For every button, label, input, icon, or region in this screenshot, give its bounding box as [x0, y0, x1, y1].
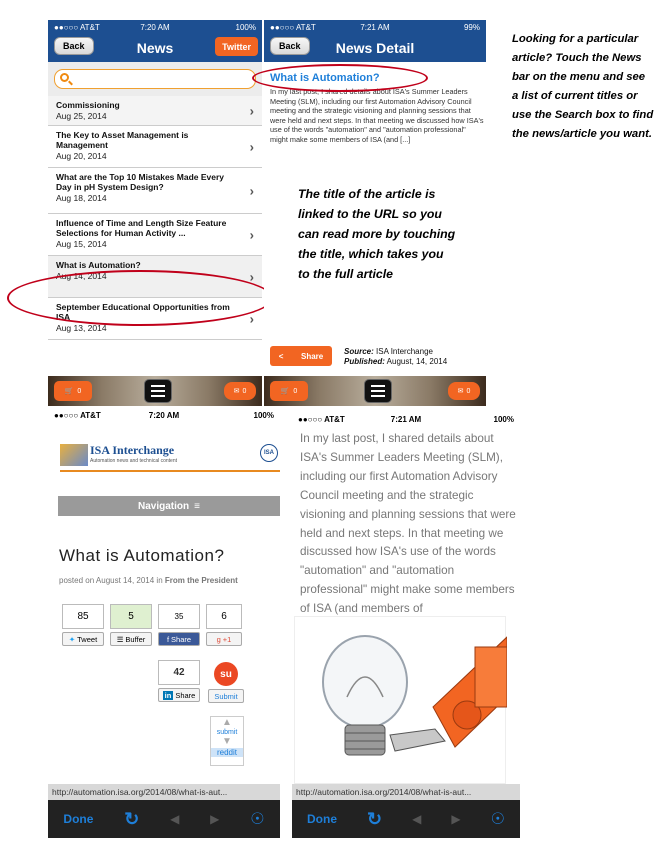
news-item-date: Aug 25, 2014	[56, 111, 107, 121]
menu-button[interactable]	[364, 379, 392, 403]
buffer-label: Buffer	[125, 634, 146, 644]
status-bar	[48, 408, 280, 422]
compass-icon[interactable]: ☉	[250, 811, 265, 828]
page-title: News	[136, 40, 174, 56]
share-button[interactable]	[270, 346, 332, 366]
share-icon: <	[278, 351, 284, 361]
highlight-oval-list	[7, 270, 273, 326]
mail-button[interactable]	[224, 382, 256, 400]
back-button[interactable]: Back	[270, 37, 310, 55]
gplus-icon: g	[216, 634, 221, 644]
chevron-right-icon: ›	[249, 311, 254, 326]
gplus-button[interactable]	[206, 632, 242, 646]
clock-label: 7:20 AM	[140, 22, 170, 32]
back-arrow-icon[interactable]: ◀	[170, 812, 180, 826]
cart-count: 0	[293, 387, 298, 395]
news-list-item[interactable]	[48, 214, 262, 256]
menu-icon	[371, 385, 385, 387]
mail-icon: ✉	[457, 388, 464, 395]
status-bar	[48, 20, 262, 34]
cart-button[interactable]	[54, 381, 92, 401]
chevron-right-icon: ›	[249, 227, 254, 242]
news-item-title: Influence of Time and Length Size Feature Selections for Human Activity ...	[56, 218, 227, 238]
facebook-share[interactable]	[158, 604, 200, 646]
news-list-item[interactable]	[48, 168, 262, 214]
article-heading: What is Automation?	[59, 546, 225, 565]
highlight-oval-detail	[252, 64, 428, 92]
news-item-title: September Educational Opportunities from ISA	[56, 302, 230, 322]
twitter-button[interactable]: Twitter	[215, 37, 258, 56]
buffer-button[interactable]	[110, 632, 152, 646]
news-item-title: What are the Top 10 Mistakes Made Every Day in pH System Design?	[56, 172, 225, 192]
stumbleupon-icon: su	[214, 662, 238, 686]
bottom-toolbar	[48, 376, 262, 406]
carrier-label: ●●○○○ AT&T	[298, 414, 345, 424]
carrier-label: ●●○○○ AT&T	[270, 22, 316, 32]
status-bar	[292, 412, 520, 426]
tweet-label: Tweet	[77, 634, 98, 644]
facebook-icon: f	[166, 634, 170, 644]
linkedin-share[interactable]	[158, 660, 200, 702]
cart-button[interactable]	[270, 381, 308, 401]
source-value: ISA Interchange	[376, 347, 433, 356]
logo-badge: ISA	[260, 444, 278, 462]
page-title: News Detail	[335, 40, 415, 56]
cart-icon: 🛒	[280, 388, 290, 395]
menu-icon	[151, 385, 165, 387]
clock-label: 7:20 AM	[148, 410, 180, 420]
nav-bar	[48, 34, 262, 62]
note-middle: The title of the article is linked to the URL so you can read more by touching the title, which takes you to the full article	[298, 187, 456, 281]
reddit-label: reddit	[211, 748, 243, 757]
lightbulb-robot-illustration	[295, 617, 507, 785]
news-item-date: Aug 20, 2014	[56, 151, 107, 161]
back-arrow-icon[interactable]: ◀	[412, 812, 422, 826]
linkedin-label: Share	[175, 690, 196, 700]
article-meta	[344, 347, 447, 367]
clock-label: 7:21 AM	[360, 22, 390, 32]
buffer-share[interactable]	[110, 604, 152, 646]
battery-label: 100%	[235, 22, 256, 32]
gplus-count: 6	[206, 604, 242, 629]
search-bar-area	[48, 62, 262, 96]
reload-icon[interactable]: ↻	[367, 808, 383, 829]
reddit-share[interactable]	[210, 716, 244, 766]
search-icon-handle	[68, 81, 73, 86]
category-link[interactable]: From the President	[164, 576, 238, 585]
published-value: August, 14, 2014	[386, 357, 448, 366]
news-item-date: Aug 15, 2014	[56, 239, 107, 249]
news-item-date: Aug 18, 2014	[56, 193, 107, 203]
chevron-right-icon: ›	[249, 139, 254, 154]
news-list-item[interactable]	[48, 126, 262, 168]
tweet-share[interactable]	[62, 604, 104, 646]
published-label: Published:	[344, 357, 385, 366]
battery-label: 99%	[463, 22, 480, 32]
battery-label: 100%	[253, 410, 274, 420]
forward-arrow-icon[interactable]: ▶	[210, 812, 220, 826]
article-body: In my last post, I shared details about ISA's Summer Leaders Meeting (SLM), including our first Automation Advisory Council meeting and the strategic visioning and planning sessions that were held and next steps. In that meeting we discussed how ISA's use of the words "automation" and "automation professional" might make some members of ISA (and [...]	[270, 87, 484, 144]
search-input[interactable]	[54, 69, 256, 89]
battery-label: 100%	[493, 414, 514, 424]
news-item-title: The Key to Asset Management is Management	[56, 130, 189, 150]
site-logo	[60, 440, 280, 472]
linkedin-icon: in	[164, 690, 172, 700]
tweet-count: 85	[62, 604, 104, 629]
facebook-label: Share	[171, 634, 192, 644]
linkedin-button[interactable]	[158, 688, 200, 702]
status-bar	[264, 20, 486, 34]
news-list-screen	[48, 20, 262, 406]
buffer-icon: ☰	[116, 634, 124, 644]
lightbulb-image	[294, 616, 506, 784]
browser-toolbar	[292, 800, 520, 838]
web-article-body-screen	[292, 412, 520, 838]
posted-text: posted on August 14, 2014 in	[59, 576, 163, 585]
nav-bar	[264, 34, 486, 62]
navigation-button[interactable]	[58, 496, 280, 516]
back-button[interactable]: Back	[54, 37, 94, 55]
mail-button[interactable]	[448, 382, 480, 400]
logo-name: ISA Interchange	[90, 443, 175, 457]
tweet-button[interactable]	[62, 632, 104, 646]
done-button[interactable]: Done	[63, 812, 94, 826]
mail-count: 0	[466, 387, 471, 395]
mail-icon: ✉	[233, 388, 240, 395]
clock-label: 7:21 AM	[390, 414, 422, 424]
news-item-title: Commissioning	[56, 100, 120, 110]
share-label: Share	[300, 351, 324, 361]
note-right: Looking for a particular article? Touch the News bar on the menu and see a list of current titles or use the Search box to find the news/article you want.	[512, 33, 654, 140]
article-body: In my last post, I shared details about ISA's Summer Leaders Meeting (SLM), including our first Automation Advisory Council meeting and the strategic visioning and planning sessions that were held and next steps. In that meeting we discussed how ISA's use of the words "automation" and "automation professional" might make some members of ISA (and members of	[300, 432, 516, 616]
facebook-count: 35	[158, 604, 200, 629]
compass-icon[interactable]: ☉	[490, 811, 505, 828]
buffer-count: 5	[110, 604, 152, 629]
carrier-label: ●●○○○ AT&T	[54, 410, 101, 420]
done-button[interactable]: Done	[307, 812, 337, 826]
menu-button[interactable]	[144, 379, 172, 403]
linkedin-count: 42	[158, 660, 200, 685]
gplus-share[interactable]	[206, 604, 242, 646]
mail-count: 0	[242, 387, 247, 395]
logo-tagline: Automation news and technical content	[90, 458, 177, 464]
news-item-date: Aug 13, 2014	[56, 323, 107, 333]
post-meta	[59, 576, 238, 585]
stumbleupon-share[interactable]	[208, 660, 244, 703]
stumbleupon-button[interactable]: Submit	[208, 689, 244, 703]
web-article-screen	[48, 408, 280, 838]
upvote-icon[interactable]: ▲	[222, 717, 232, 728]
source-label: Source:	[344, 347, 374, 356]
bottom-toolbar	[264, 376, 486, 406]
cart-count: 0	[77, 387, 82, 395]
hamburger-icon: ≡	[194, 500, 200, 512]
twitter-icon: ✦	[68, 634, 76, 644]
reload-icon[interactable]: ↻	[124, 808, 140, 829]
logo-mark	[60, 444, 88, 466]
news-item-title: What is Automation?	[56, 260, 141, 270]
chevron-right-icon: ›	[249, 183, 254, 198]
chevron-right-icon: ›	[249, 103, 254, 118]
chevron-right-icon: ›	[249, 269, 254, 284]
news-list-item[interactable]	[48, 96, 262, 126]
news-item-date: Aug 14, 2014	[56, 271, 107, 281]
navigation-label: Navigation	[138, 500, 190, 512]
carrier-label: ●●○○○ AT&T	[54, 22, 100, 32]
cart-icon: 🛒	[64, 388, 74, 395]
downvote-icon[interactable]: ▼	[222, 736, 232, 747]
gplus-label: +1	[222, 634, 232, 644]
browser-toolbar	[48, 800, 280, 838]
forward-arrow-icon[interactable]: ▶	[451, 812, 461, 826]
facebook-button[interactable]	[158, 632, 200, 646]
url-bar: http://automation.isa.org/2014/08/what-is-aut...	[48, 784, 280, 800]
article-title-link[interactable]: What is Automation?	[270, 72, 380, 84]
reddit-submit: submit	[216, 729, 238, 736]
url-bar: http://automation.isa.org/2014/08/what-is-aut...	[292, 784, 520, 800]
